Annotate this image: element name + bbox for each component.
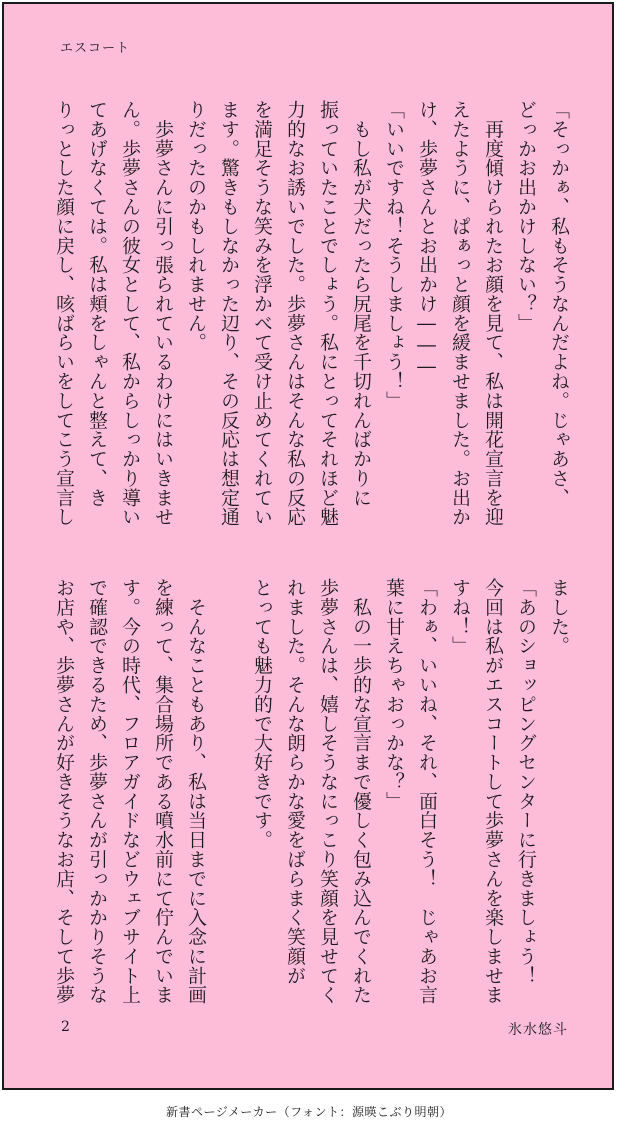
text-column-top-7: もし私が犬だったら尻尾を千切れんばかりに	[350, 100, 371, 508]
text-column-top-8: 振っていたことでしょう。私にとってそれほど魅	[317, 100, 338, 527]
text-column-top-3: 再度傾けられたお顔を見て、私は開花宣言を迎	[482, 100, 503, 527]
text-column-bottom-16: お店や、歩夢さんが好きそうなお店、そして歩夢	[53, 578, 74, 1005]
text-column-bottom-5: 「わぁ、いいね、それ、面白そう！ じゃあお言	[416, 578, 437, 1005]
generator-caption: 新書ページメーカー（フォント：源暎こぶり明朝）	[165, 1105, 453, 1119]
author-name: 氷水悠斗	[508, 1022, 568, 1038]
text-column-bottom-6: 葉に甘えちゃおっかな？」	[383, 578, 404, 811]
text-column-bottom-10: とっても魅力的で大好きです。	[251, 578, 272, 850]
text-column-top-2: どっかお出かけしない？」	[515, 100, 536, 333]
text-column-bottom-7: 私の一歩的な宣言まで優しく包み込んでくれた	[350, 578, 371, 1005]
text-column-top-6: 「いいですね！そうしましょう！」	[383, 100, 404, 411]
text-column-top-16: りっとした顔に戻し、咳ばらいをしてこう宣言し	[53, 100, 74, 527]
text-column-bottom-15: で確認できるため、歩夢さんが引っかかりそうな	[86, 578, 107, 1005]
text-column-top-15: てあげなくては。私は頬をしゃんと整えて、き	[86, 100, 107, 508]
text-column-bottom-4: すね！」	[449, 578, 470, 656]
text-column-bottom-3: 今回は私がエスコートして歩夢さんを楽しませま	[482, 578, 503, 1005]
text-column-bottom-12: そんなこともあり、私は当日までに入念に計画	[185, 578, 206, 1005]
text-column-top-1: 「そっかぁ、私もそうなんだよね。じゃあさ、	[548, 100, 569, 508]
text-column-top-14: ん。歩夢さんの彼女として、私からしっかり導い	[119, 100, 140, 527]
text-column-top-5: け、歩夢さんとお出かけ―――	[416, 100, 437, 379]
text-column-bottom-14: す。今の時代、フロアガイドなどウェブサイト上	[119, 578, 140, 1005]
text-column-top-9: 力的なお誘いでした。歩夢さんはそんな私の反応	[284, 100, 305, 527]
text-column-top-11: ます。驚きもしなかった辺り、その反応は想定通	[218, 100, 239, 527]
running-header-title: エスコート	[60, 41, 131, 56]
text-column-bottom-1: ました。	[548, 578, 569, 656]
text-column-top-12: りだったのかもしれません。	[185, 100, 206, 353]
text-column-top-4: えたように、ぱぁっと顔を緩ませました。お出か	[449, 100, 470, 527]
text-column-bottom-2: 「あのショッピングセンターに行きましょう！	[515, 578, 536, 986]
text-column-top-13: 歩夢さんに引っ張られているわけにはいきませ	[152, 100, 173, 527]
text-column-bottom-9: れました。そんな朗らかな愛をばらまく笑顔が	[284, 578, 305, 986]
book-page	[2, 2, 614, 1090]
text-column-bottom-13: を練って、集合場所である噴水前にて佇んでいま	[152, 578, 173, 1005]
page-number: 2	[61, 1019, 70, 1035]
text-column-bottom-8: 歩夢さんは、嬉しそうなにっこり笑顔を見せてく	[317, 578, 338, 1005]
text-column-top-10: を満足そうな笑みを浮かべて受け止めてくれてい	[251, 100, 272, 527]
